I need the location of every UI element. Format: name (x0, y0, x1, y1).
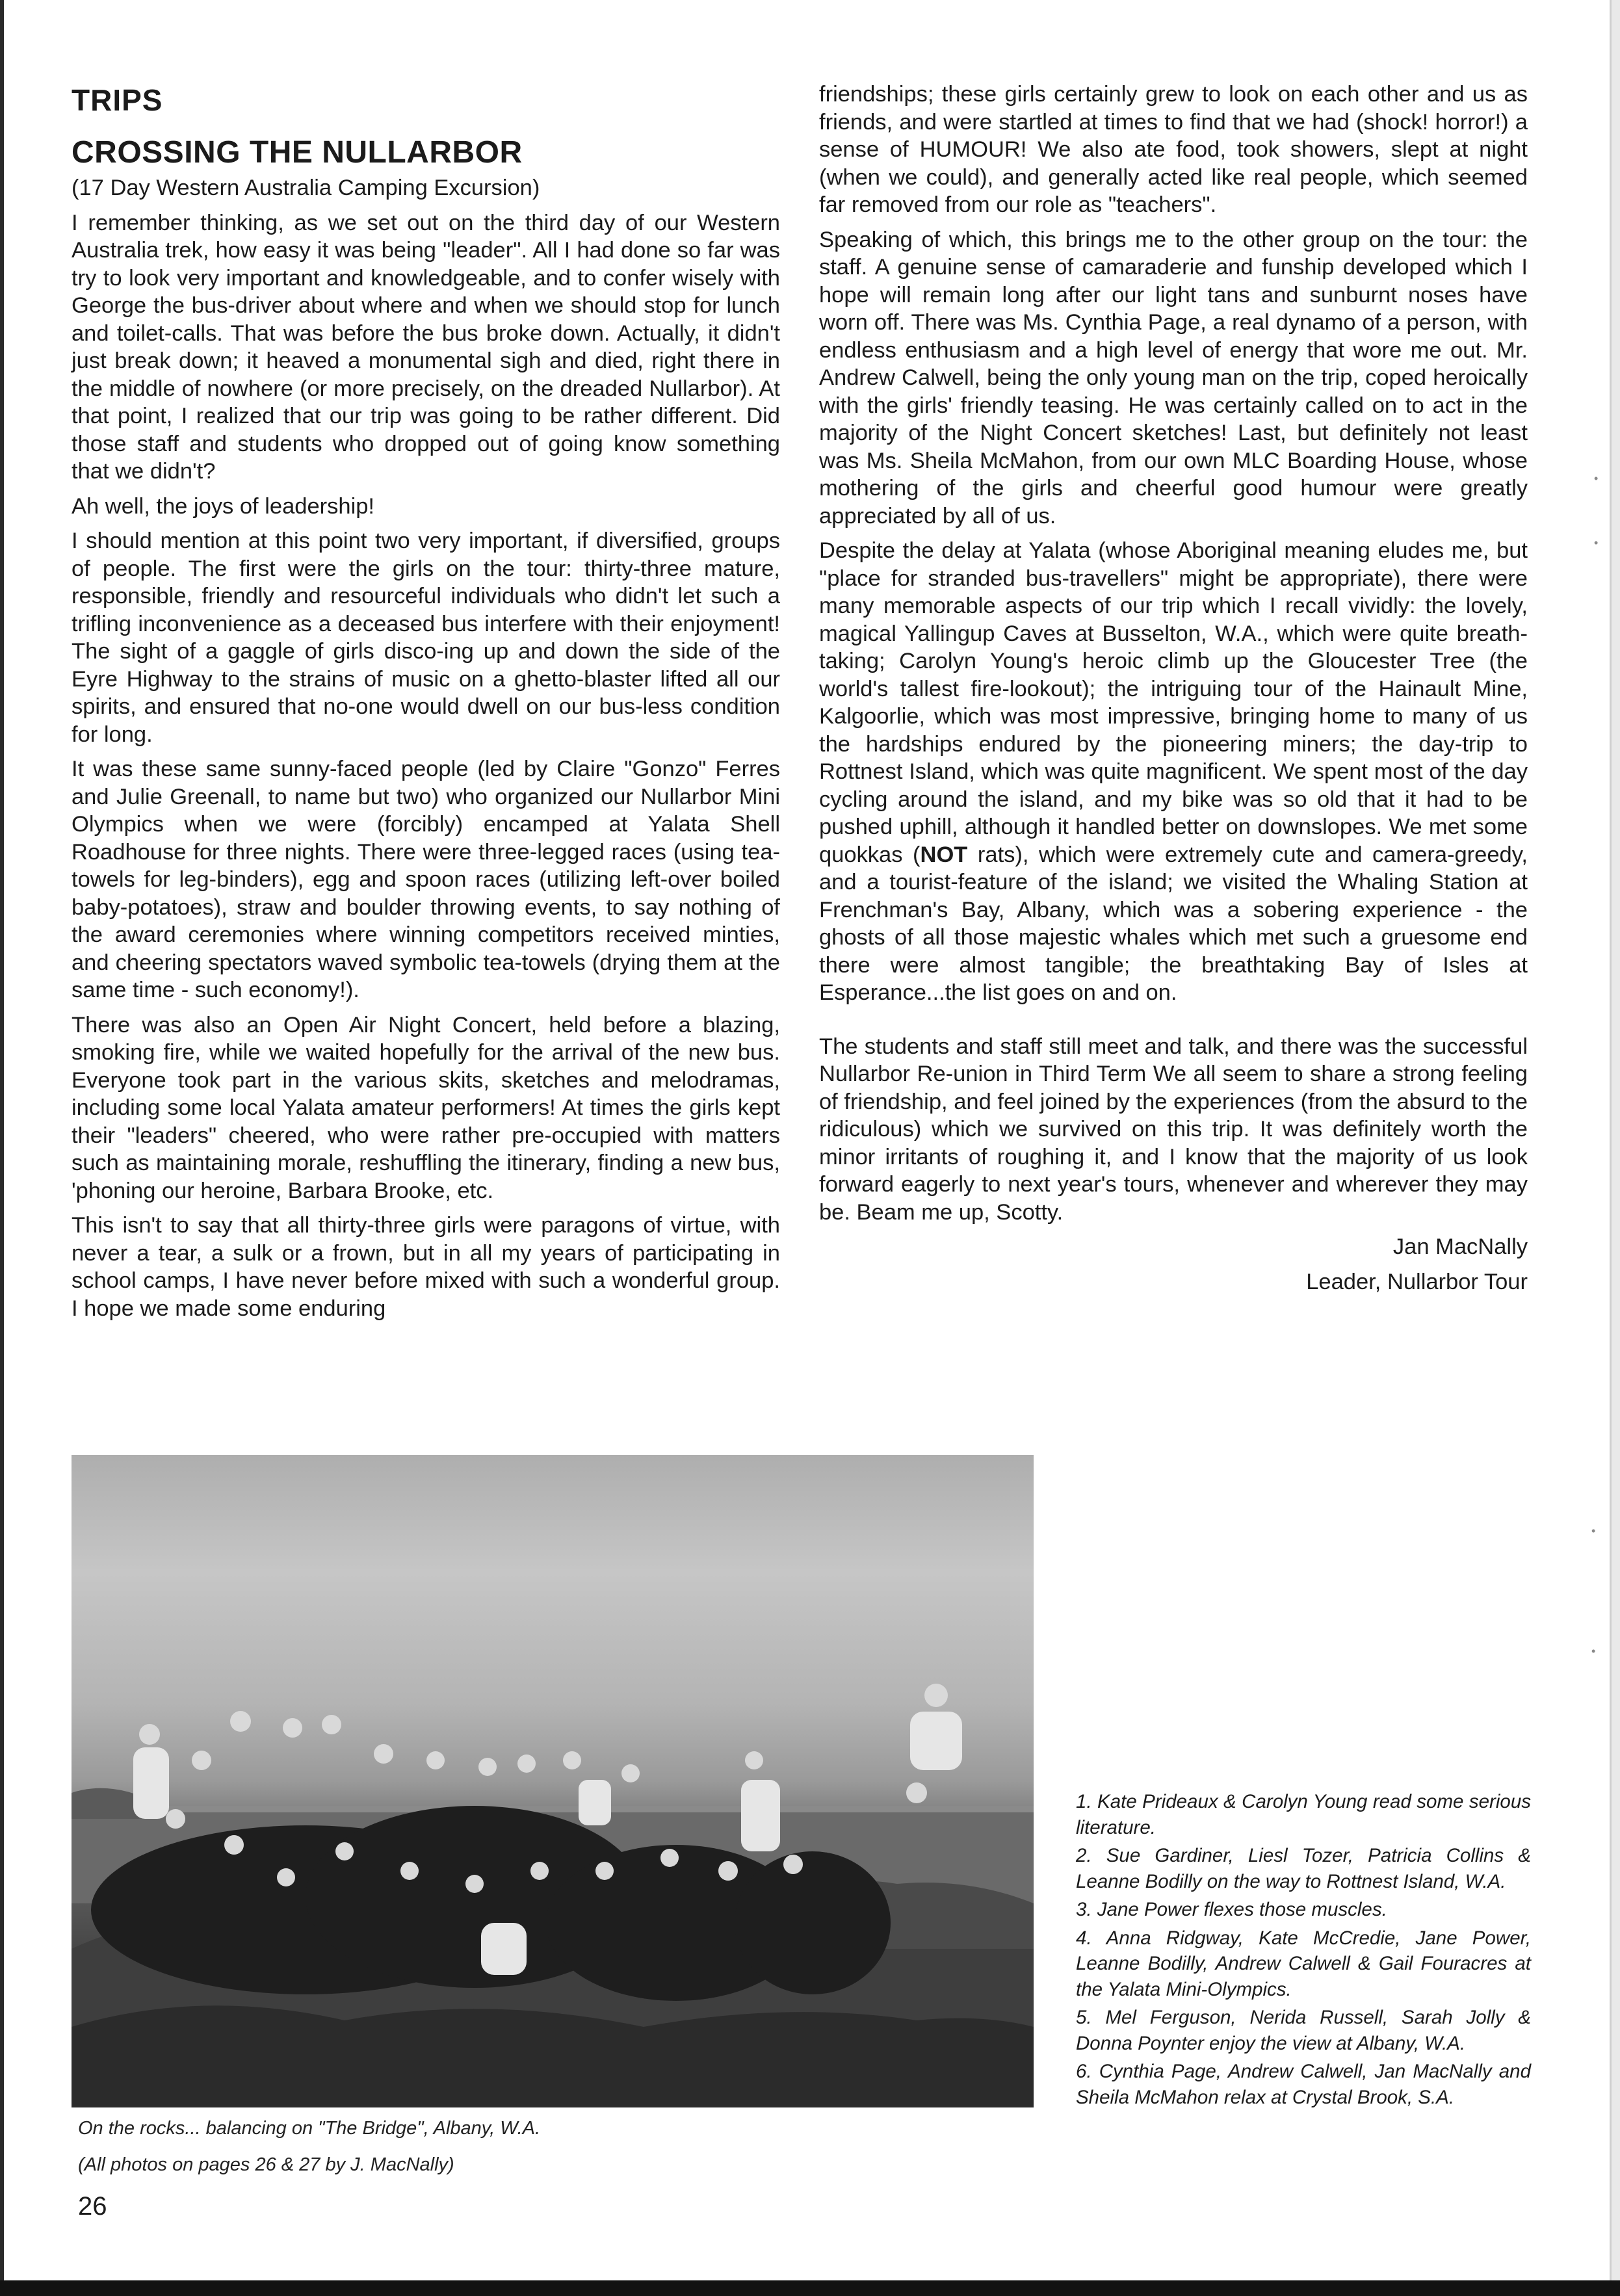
paragraph: The students and staff still meet and talk, and there was the successful Nullarbor Re-union in Third Term We all seem to share a strong feeling of friendship, and feel joined by the experiences (from the absurd to the ridiculous) which we survived on this trip. It was definitely worth the minor irritants of roughing it, and I know that the majority of us look forward eagerly to next year's tours, whenever and wherever they may be. Beam me up, Scotty. (819, 1034, 1528, 1225)
paragraph: friendships; these girls certainly grew to look on each other and us as friends, and were startled at times to find that we had (shock! horror!) a sense of HUMOUR! We also ate food, took showers, slept at night (when we could), and generally acted like real people, which seemed far removed from our role as "teachers". (819, 82, 1528, 217)
paragraph: I remember thinking, as we set out on the third day of our Western Australia trek, how easy it was being "leader". All I had done so far was try to look very important and knowledgeable, and to confer wisely with George the bus-driver about where and when we should stop for lunch and toilet-calls. That was before the bus broke down. Actually, it didn't just break down; it heaved a monumental sigh and died, right there in the middle of nowhere (or more precisely, on the dreaded Nullarbor). At that point, I realized that our trip was going to be rather different. Did those staff and students who dropped out of going know something that we didn't? (72, 210, 780, 484)
page-left-edge (0, 0, 4, 2296)
paragraph-text: Despite the delay at Yalata (whose Aboriginal meaning eludes me, but "place for stranded bus-travellers" might be appropriate), there were many memorable aspects of our trip which I recall vividly: the lovely, magical Yallingup Caves at Busselton, W.A., which were quite breath-taking; Carolyn Young's heroic climb up the Gloucester Tree (the world's tallest fire-lookout); the intriguing tour of the Hainault Mine, Kalgoorlie, which was most impressive, bringing home to many of us the hardships endured by the pioneering miners; the day-trip to Rottnest Island, which was quite magnificent. We spent most of the day cycling around the island, and my bike was so old that it had to be pushed uphill, although it handled better on downslopes. We met some quokkas ( (819, 538, 1528, 867)
photo-note: 4. Anna Ridgway, Kate McCredie, Jane Power, Leanne Bodilly, Andrew Calwell & Gail Fouracres at the Yalata Mini-Olympics. (1076, 1927, 1531, 2000)
photo-note: 1. Kate Prideaux & Carolyn Young read some serious literature. (1076, 1791, 1531, 1838)
photo-credit: (All photos on pages 26 & 27 by J. MacNally) (78, 2154, 454, 2175)
paragraph: There was also an Open Air Night Concert, held before a blazing, smoking fire, while we waited hopefully for the arrival of the new bus. Everyone took part in the various skits, sketches and melodramas, including some local Yalata amateur performers! At times the girls kept their "leaders" cheered, who were rather pre-occupied with matters such as maintaining morale, reshuffling the itinerary, finding a new bus, 'phoning our heroine, Barbara Brooke, etc. (72, 1012, 780, 1203)
scan-speck: • (1591, 1645, 1596, 1658)
left-column (72, 85, 780, 1329)
emphasis-not: NOT (920, 842, 968, 867)
paragraph: Ah well, the joys of leadership! (72, 493, 375, 519)
page-bottom-edge (0, 2280, 1620, 2296)
author-role: Leader, Nullarbor Tour (1306, 1269, 1528, 1294)
photo-notes (1076, 1789, 1531, 2113)
article-title: CROSSING THE NULLARBOR (72, 135, 523, 170)
article-subtitle: (17 Day Western Australia Camping Excursion) (72, 176, 540, 200)
photo-note: 2. Sue Gardiner, Liesl Tozer, Patricia Collins & Leanne Bodilly on the way to Rottnest Island, W.A. (1076, 1845, 1531, 1892)
photo-note: 5. Mel Ferguson, Nerida Russell, Sarah Jolly & Donna Poynter enjoy the view at Albany, W.A. (1076, 2007, 1531, 2054)
scan-speck: • (1594, 536, 1599, 549)
paragraph: I should mention at this point two very important, if diversified, groups of people. The first were the girls on the tour: thirty-three mature, responsible, friendly and resourceful individuals who didn't let such a trifling inconvenience as a deceased bus interfere with their enjoyment! The sight of a gaggle of girls disco-ing up and down the side of the Eyre Highway to the strains of music on a ghetto-blaster lifted all our spirits, and ensured that no-one would dwell on our bus-less condition for long. (72, 528, 780, 747)
paragraph: Speaking of which, this brings me to the other group on the tour: the staff. A genuine sense of camaraderie and funship developed which I hope will remain long after our light tans and sunburnt noses have worn off. There was Ms. Cynthia Page, a real dynamo of a person, with endless enthusiasm and a high level of energy that wore me out. Mr. Andrew Calwell, being the only young man on the trip, coped heroically with the girls' friendly teasing. He was certainly called on to act in the majority of the Night Concert sketches! Last, but definitely not least was Ms. Sheila McMahon, from our own MLC Boarding House, whose mothering of the girls and cheerful good humour were greatly appreciated by all of us. (819, 227, 1528, 528)
scan-speck: • (1594, 472, 1599, 485)
photo-caption: On the rocks... balancing on "The Bridge", Albany, W.A. (78, 2118, 541, 2139)
paragraph-text: rats), which were extremely cute and camera-greedy, and a tourist-feature of the island; we visited the Whaling Station at Frenchman's Bay, Albany, which was a sobering experience - the ghosts of all those majestic whales which met such a gruesome end there were almost tangible; the breathtaking Bay of Isles at Esperance...the list goes on and on. (819, 842, 1528, 1005)
section-heading: TRIPS (72, 83, 163, 117)
right-column (819, 81, 1528, 1303)
photo-note: 6. Cynthia Page, Andrew Calwell, Jan MacNally and Sheila McMahon relax at Crystal Brook, S.A. (1076, 2061, 1531, 2108)
paragraph (819, 537, 1528, 1007)
group-photo (72, 1455, 1034, 2107)
scan-speck: • (1591, 1524, 1596, 1537)
paragraph: It was these same sunny-faced people (led by Claire "Gonzo" Ferres and Julie Greenall, to name but two) who organized our Nullarbor Mini Olympics when we were (forcibly) encamped at Yalata Shell Roadhouse for three nights. There were three-legged races (using tea-towels for leg-binders), egg and spoon races (utilizing left-over boiled baby-potatoes), straw and boulder throwing events, to say nothing of the award ceremonies where winning competitors received minties, and cheering spectators waved symbolic tea-towels (drying them at the same time - such economy!). (72, 757, 780, 1002)
group-photo-illustration (72, 1455, 1034, 2107)
photo-note: 3. Jane Power flexes those muscles. (1076, 1899, 1387, 1920)
paragraph: This isn't to say that all thirty-three girls were paragons of virtue, with never a tear, a sulk or a frown, but in all my years of participating in school camps, I have never before mixed with such a wonderful group. I hope we made some enduring (72, 1213, 780, 1321)
page-number: 26 (78, 2192, 107, 2221)
photo-rocks-foreground (72, 2005, 1034, 2107)
author-name: Jan MacNally (1392, 1234, 1528, 1259)
page-right-edge (1610, 0, 1620, 2296)
photo-horizon (72, 1806, 1034, 1812)
